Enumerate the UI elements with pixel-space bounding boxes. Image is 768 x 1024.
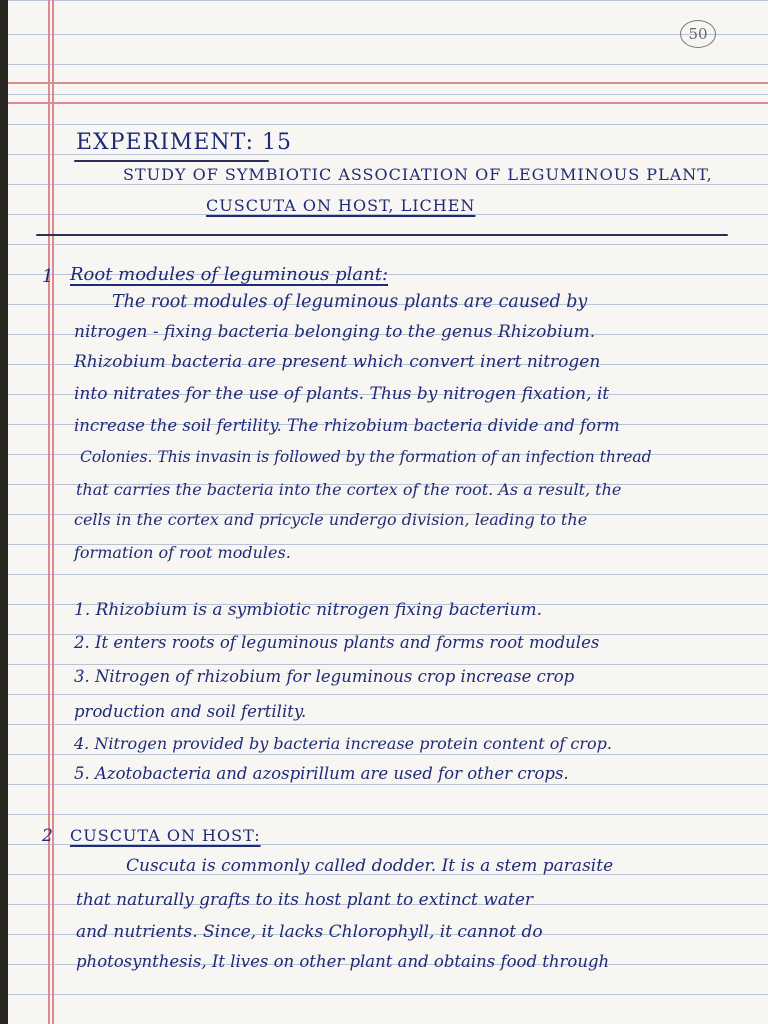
experiment-label: EXPERIMENT: 15 bbox=[76, 130, 292, 155]
margin-line-right bbox=[52, 0, 54, 1024]
section1-point: 2. It enters roots of leguminous plants and forms root modules bbox=[74, 633, 600, 652]
section1-point: 5. Azotobacteria and azospirillum are used for other crops. bbox=[74, 764, 569, 783]
experiment-title-line1: STUDY OF SYMBIOTIC ASSOCIATION OF LEGUMINOUS PLANT, bbox=[123, 165, 713, 184]
section2-heading: CUSCUTA ON HOST: bbox=[70, 826, 261, 845]
top-rule bbox=[8, 82, 768, 84]
experiment-title-line2: CUSCUTA ON HOST, LICHEN bbox=[206, 196, 476, 215]
section1-point: 1. Rhizobium is a symbiotic nitrogen fixing bacterium. bbox=[74, 600, 543, 620]
section1-heading: Root modules of leguminous plant: bbox=[70, 264, 389, 285]
pen-rule bbox=[36, 234, 728, 236]
section2-paragraph-line: and nutrients. Since, it lacks Chlorophyll, it cannot do bbox=[76, 922, 543, 942]
page-number: 50 bbox=[680, 20, 716, 48]
section2-paragraph-line: that naturally grafts to its host plant to extinct water bbox=[76, 890, 533, 910]
section1-paragraph-line: nitrogen - fixing bacteria belonging to the genus Rhizobium. bbox=[74, 322, 596, 342]
section1-point: 4. Nitrogen provided by bacteria increase protein content of crop. bbox=[74, 734, 612, 753]
section1-paragraph-line: cells in the cortex and pricycle undergo division, leading to the bbox=[74, 510, 588, 529]
section1-number: 1 bbox=[42, 266, 54, 287]
top-rule bbox=[8, 102, 768, 104]
section2-paragraph-line: photosynthesis, It lives on other plant and obtains food through bbox=[76, 952, 610, 971]
section2-paragraph-line: Cuscuta is commonly called dodder. It is a stem parasite bbox=[126, 856, 614, 876]
section1-point: production and soil fertility. bbox=[74, 702, 307, 721]
notebook-page bbox=[8, 0, 768, 1024]
margin-line-left bbox=[48, 0, 50, 1024]
section1-paragraph-line: into nitrates for the use of plants. Thus by nitrogen fixation, it bbox=[74, 384, 610, 404]
section1-point: 3. Nitrogen of rhizobium for leguminous crop increase crop bbox=[74, 667, 575, 686]
pen-rule bbox=[74, 160, 269, 162]
section1-paragraph-line: Colonies. This invasin is followed by the formation of an infection thread bbox=[80, 448, 652, 466]
section1-paragraph-line: that carries the bacteria into the cortex of the root. As a result, the bbox=[76, 480, 622, 499]
section1-paragraph-line: The root modules of leguminous plants are caused by bbox=[112, 292, 588, 312]
section2-number: 2 bbox=[42, 826, 53, 846]
section1-paragraph-line: Rhizobium bacteria are present which convert inert nitrogen bbox=[74, 352, 601, 372]
section1-paragraph-line: formation of root modules. bbox=[74, 543, 291, 562]
section1-paragraph-line: increase the soil fertility. The rhizobium bacteria divide and form bbox=[74, 416, 620, 435]
